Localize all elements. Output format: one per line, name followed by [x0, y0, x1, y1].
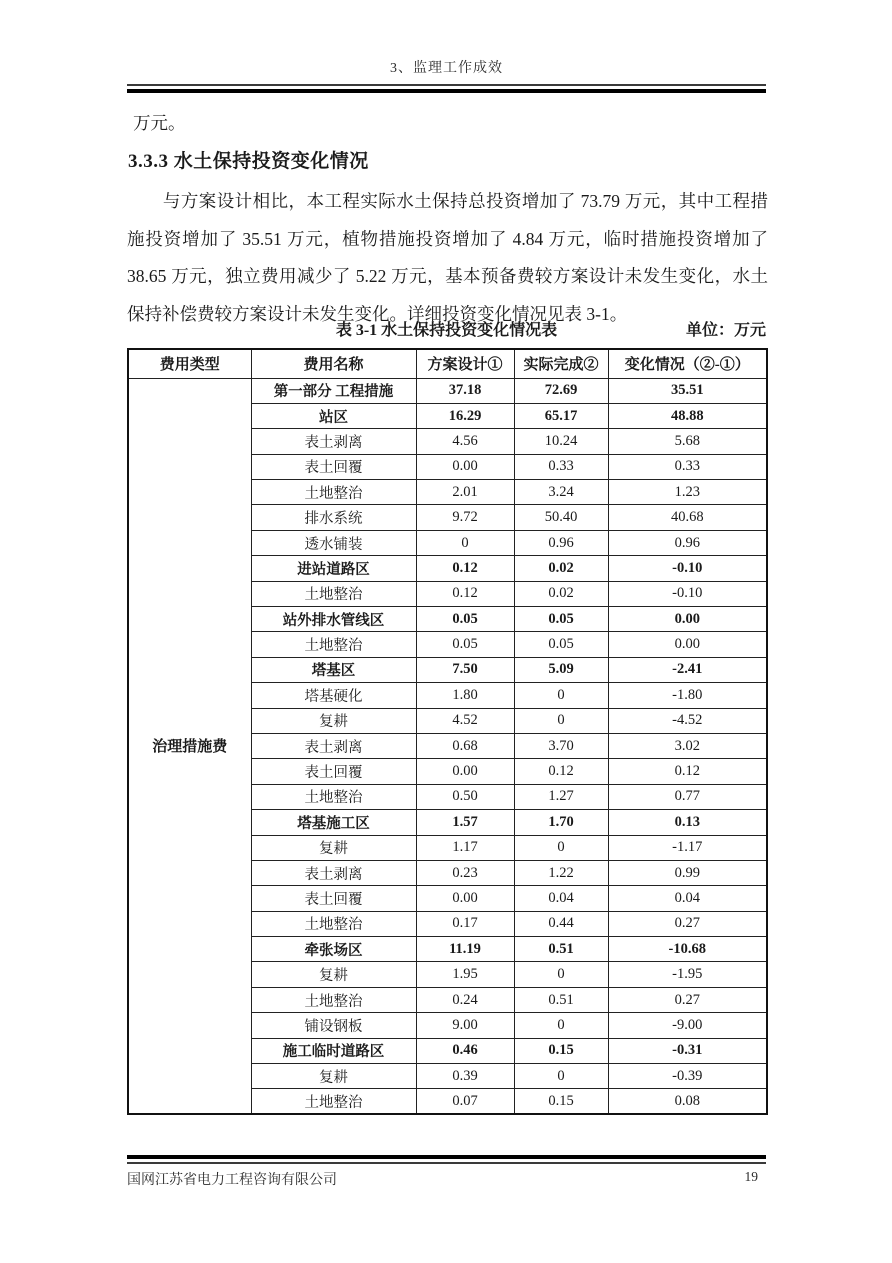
table-row: [128, 378, 767, 403]
plan-value: 0: [416, 530, 514, 555]
change-value: 0.27: [608, 987, 767, 1012]
actual-value: 0.15: [514, 1038, 608, 1063]
plan-value: 0.12: [416, 556, 514, 581]
cost-item-name: 施工临时道路区: [251, 1038, 416, 1063]
change-value: 0.27: [608, 911, 767, 936]
change-value: 1.23: [608, 480, 767, 505]
cost-item-name: 铺设钢板: [251, 1013, 416, 1038]
plan-value: 0.17: [416, 911, 514, 936]
table-header-row: [128, 349, 767, 378]
change-value: 0.33: [608, 454, 767, 479]
change-value: 0.00: [608, 607, 767, 632]
actual-value: 10.24: [514, 429, 608, 454]
plan-value: 7.50: [416, 657, 514, 682]
actual-value: 0.15: [514, 1089, 608, 1114]
plan-value: 0.00: [416, 759, 514, 784]
change-value: 0.04: [608, 886, 767, 911]
paragraph-fragment: 万元。: [133, 113, 186, 133]
cost-item-name: 复耕: [251, 1064, 416, 1089]
column-header-1: 费用类型: [128, 349, 251, 378]
plan-value: 0.24: [416, 987, 514, 1012]
actual-value: 1.22: [514, 860, 608, 885]
change-value: 0.99: [608, 860, 767, 885]
change-value: -10.68: [608, 937, 767, 962]
actual-value: 0: [514, 962, 608, 987]
column-header-5: 变化情况（②-①）: [608, 349, 767, 378]
plan-value: 16.29: [416, 403, 514, 428]
change-value: 40.68: [608, 505, 767, 530]
plan-value: 4.56: [416, 429, 514, 454]
change-value: -1.95: [608, 962, 767, 987]
change-value: -0.10: [608, 581, 767, 606]
cost-item-name: 表土回覆: [251, 886, 416, 911]
plan-value: 1.17: [416, 835, 514, 860]
change-value: -2.41: [608, 657, 767, 682]
plan-value: 0.46: [416, 1038, 514, 1063]
change-value: -0.31: [608, 1038, 767, 1063]
change-value: -9.00: [608, 1013, 767, 1038]
header-rule-thin: [127, 84, 766, 86]
actual-value: 0.05: [514, 632, 608, 657]
cost-item-name: 表土剥离: [251, 733, 416, 758]
cost-item-name: 表土剥离: [251, 429, 416, 454]
change-value: -0.10: [608, 556, 767, 581]
investment-change-table: [127, 348, 768, 1115]
footer-rule-thin: [127, 1162, 766, 1164]
table-caption-row: [127, 317, 766, 341]
cost-item-name: 塔基硬化: [251, 683, 416, 708]
change-value: 3.02: [608, 733, 767, 758]
cost-item-name: 土地整治: [251, 1089, 416, 1114]
actual-value: 0.04: [514, 886, 608, 911]
cost-item-name: 排水系统: [251, 505, 416, 530]
footer-company: 国网江苏省电力工程咨询有限公司: [127, 1173, 337, 1188]
cost-item-name: 透水铺装: [251, 530, 416, 555]
running-header-title: 3、监理工作成效: [390, 61, 503, 76]
plan-value: 2.01: [416, 480, 514, 505]
plan-value: 1.57: [416, 810, 514, 835]
table-unit-label: 单位：万元: [685, 322, 766, 339]
cost-item-name: 土地整治: [251, 480, 416, 505]
cost-item-name: 塔基区: [251, 657, 416, 682]
cost-item-name: 土地整治: [251, 581, 416, 606]
cost-item-name: 进站道路区: [251, 556, 416, 581]
cost-item-name: 表土回覆: [251, 454, 416, 479]
plan-value: 0.23: [416, 860, 514, 885]
plan-value: 11.19: [416, 937, 514, 962]
actual-value: 0.05: [514, 607, 608, 632]
cost-item-name: 牵张场区: [251, 937, 416, 962]
change-value: 48.88: [608, 403, 767, 428]
actual-value: 0: [514, 1013, 608, 1038]
plan-value: 0.39: [416, 1064, 514, 1089]
cost-item-name: 土地整治: [251, 911, 416, 936]
plan-value: 0.50: [416, 784, 514, 809]
change-value: 0.00: [608, 632, 767, 657]
header-rule-thick: [127, 89, 766, 93]
change-value: 35.51: [608, 378, 767, 403]
actual-value: 0.96: [514, 530, 608, 555]
cost-item-name: 表土回覆: [251, 759, 416, 784]
change-value: 0.77: [608, 784, 767, 809]
cost-item-name: 第一部分 工程措施: [251, 378, 416, 403]
change-value: 0.96: [608, 530, 767, 555]
change-value: -1.80: [608, 683, 767, 708]
page-number: 19: [744, 1169, 758, 1184]
actual-value: 0.51: [514, 987, 608, 1012]
cost-item-name: 站区: [251, 403, 416, 428]
plan-value: 37.18: [416, 378, 514, 403]
actual-value: 0: [514, 683, 608, 708]
change-value: 0.12: [608, 759, 767, 784]
actual-value: 3.70: [514, 733, 608, 758]
column-header-2: 费用名称: [251, 349, 416, 378]
actual-value: 0.12: [514, 759, 608, 784]
change-value: 5.68: [608, 429, 767, 454]
row-group-label: 治理措施费: [128, 378, 251, 1114]
cost-item-name: 土地整治: [251, 632, 416, 657]
plan-value: 0.00: [416, 454, 514, 479]
change-value: -0.39: [608, 1064, 767, 1089]
change-value: 0.13: [608, 810, 767, 835]
plan-value: 0.07: [416, 1089, 514, 1114]
plan-value: 0.05: [416, 607, 514, 632]
actual-value: 0.44: [514, 911, 608, 936]
plan-value: 0.00: [416, 886, 514, 911]
cost-item-name: 塔基施工区: [251, 810, 416, 835]
section-heading: 3.3.3 水土保持投资变化情况: [128, 151, 369, 172]
actual-value: 72.69: [514, 378, 608, 403]
body-paragraph: 与方案设计相比，本工程实际水土保持总投资增加了 73.79 万元，其中工程措施投资增加了 35.51 万元，植物措施投资增加了 4.84 万元，临时措施投资增加了 38.65 万元，独立费用减少了 5.22 万元，基本预备费较方案设计未发生变化，水土保持补偿费较方案设计未发生变化。详细投资变化情况见表 3-1。: [127, 191, 768, 324]
running-footer: [127, 1169, 766, 1189]
actual-value: 1.27: [514, 784, 608, 809]
actual-value: 65.17: [514, 403, 608, 428]
cost-item-name: 站外排水管线区: [251, 607, 416, 632]
actual-value: 0.33: [514, 454, 608, 479]
actual-value: 0: [514, 835, 608, 860]
cost-item-name: 复耕: [251, 835, 416, 860]
cost-item-name: 复耕: [251, 708, 416, 733]
actual-value: 0: [514, 708, 608, 733]
plan-value: 0.12: [416, 581, 514, 606]
cost-item-name: 表土剥离: [251, 860, 416, 885]
actual-value: 0.02: [514, 581, 608, 606]
actual-value: 3.24: [514, 480, 608, 505]
cost-item-name: 土地整治: [251, 784, 416, 809]
plan-value: 9.00: [416, 1013, 514, 1038]
actual-value: 0.02: [514, 556, 608, 581]
table-caption: 表 3-1 水土保持投资变化情况表: [335, 322, 558, 339]
actual-value: 5.09: [514, 657, 608, 682]
actual-value: 1.70: [514, 810, 608, 835]
actual-value: 50.40: [514, 505, 608, 530]
actual-value: 0.51: [514, 937, 608, 962]
change-value: 0.08: [608, 1089, 767, 1114]
cost-item-name: 土地整治: [251, 987, 416, 1012]
plan-value: 1.80: [416, 683, 514, 708]
change-value: -4.52: [608, 708, 767, 733]
column-header-4: 实际完成②: [514, 349, 608, 378]
plan-value: 1.95: [416, 962, 514, 987]
plan-value: 9.72: [416, 505, 514, 530]
plan-value: 4.52: [416, 708, 514, 733]
change-value: -1.17: [608, 835, 767, 860]
footer-rule-thick: [127, 1155, 766, 1159]
plan-value: 0.68: [416, 733, 514, 758]
plan-value: 0.05: [416, 632, 514, 657]
actual-value: 0: [514, 1064, 608, 1089]
cost-item-name: 复耕: [251, 962, 416, 987]
column-header-3: 方案设计①: [416, 349, 514, 378]
